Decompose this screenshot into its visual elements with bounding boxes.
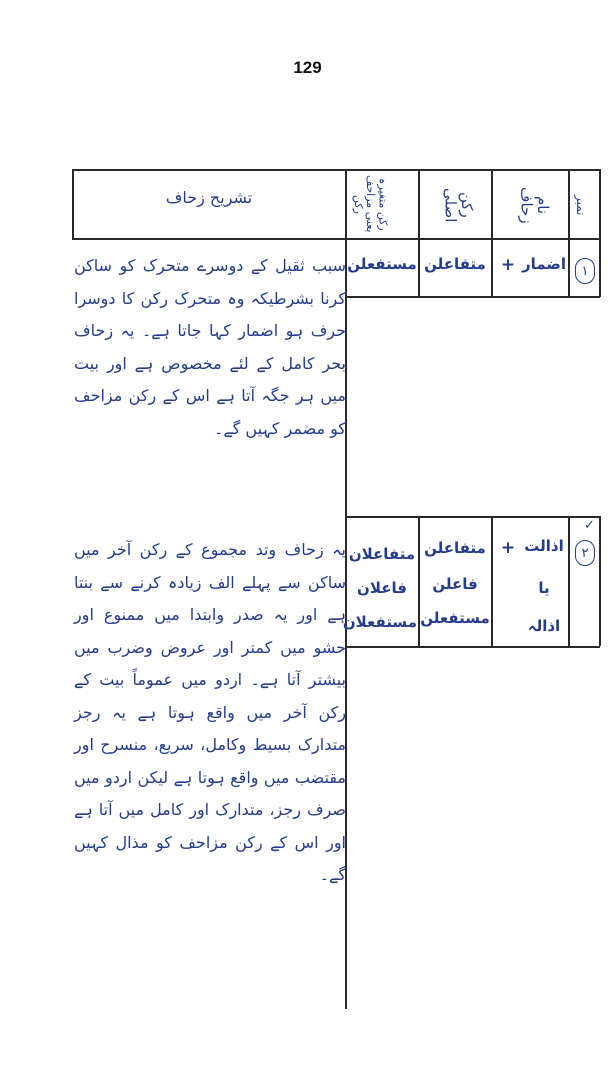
row2-serial-badge: ٢ [575, 540, 595, 566]
row1-bottom-border [345, 296, 600, 298]
column-divider-4 [568, 169, 570, 297]
row1-original-foot: متفاعلن [424, 255, 486, 273]
header-zihaf-name: نام زحاف [517, 186, 552, 224]
row2-plus: + [500, 538, 516, 558]
table-right-border [599, 169, 601, 297]
row2-changed-foot-2: فاعلان [357, 579, 407, 597]
row2-changed-foot-3: مستفعلان [342, 613, 417, 631]
row2-checkmark: ✓ [584, 518, 595, 533]
table-top-border [72, 169, 600, 171]
row2-divider-3 [491, 516, 493, 646]
row2-bottom-border [345, 646, 600, 648]
header-explanation: تشریح زحاف [165, 188, 253, 207]
row2-top-border [345, 516, 600, 518]
row2-changed-foot-1: متفاعلان [348, 545, 416, 563]
row1-explanation: سبب ثقیل کے دوسرے متحرک کو ساکن کرنا بشرطیکہ وہ متحرک رکن کا دوسرا حرف ہو اضمار کہا جاتا ہے۔ یہ زحاف بحر کامل کے لئے مخصوص ہے اور بیت میں ہر جگہ آتا ہے اس کے رکن مزاحف کو مضمر کہیں گے۔ [74, 256, 346, 438]
row2-zihaf-name-2: یا [538, 579, 550, 597]
table-header-bottom-border [72, 238, 600, 240]
header-serial: نمبر [574, 194, 589, 216]
row2-zihaf-name-3: اذالہ [527, 617, 561, 635]
row2-zihaf-name-1: اذالت [524, 537, 564, 555]
row2-original-foot-2: فاعلن [432, 575, 478, 593]
column-divider-3 [491, 169, 493, 297]
row1-zihaf-name: اضمار [522, 255, 566, 273]
row2-original-foot-3: مستفعلن [420, 609, 490, 627]
row2-divider-4 [568, 516, 570, 646]
page-number: 129 [293, 58, 322, 77]
header-changed-foot: رکن متغیرہ یعنی مزاحف رکن [352, 175, 390, 233]
row1-changed-foot: مستفعلن [347, 255, 417, 273]
row2-original-foot-1: متفاعلن [424, 539, 486, 557]
header-original-foot: رکن اصلی [441, 187, 476, 223]
row1-serial-badge: ١ [575, 258, 595, 284]
row1-plus: + [500, 255, 516, 275]
row2-right-border [599, 516, 601, 646]
row2-explanation: یہ زحاف وتد مجموع کے رکن آخر میں ساکن سے پہلے الف زیادہ کرنے سے بنتا ہے اور یہ صدر وابتدا میں ممنوع اور حشو میں کمتر اور عروض وضرب میں بیشتر آتا ہے۔ اردو میں عموماً بیت کے رکن آخر میں واقع ہوتا ہے یہ رجز متدارک بسیط وکامل، سریع، منسرح اور مقتضب میں واقع ہوتا ہے لیکن اردو میں صرف رجز، متدارک اور کامل میں آتا ہے اور اس کے رکن مزاحف کو مذال کہیں گے۔ [74, 540, 346, 884]
